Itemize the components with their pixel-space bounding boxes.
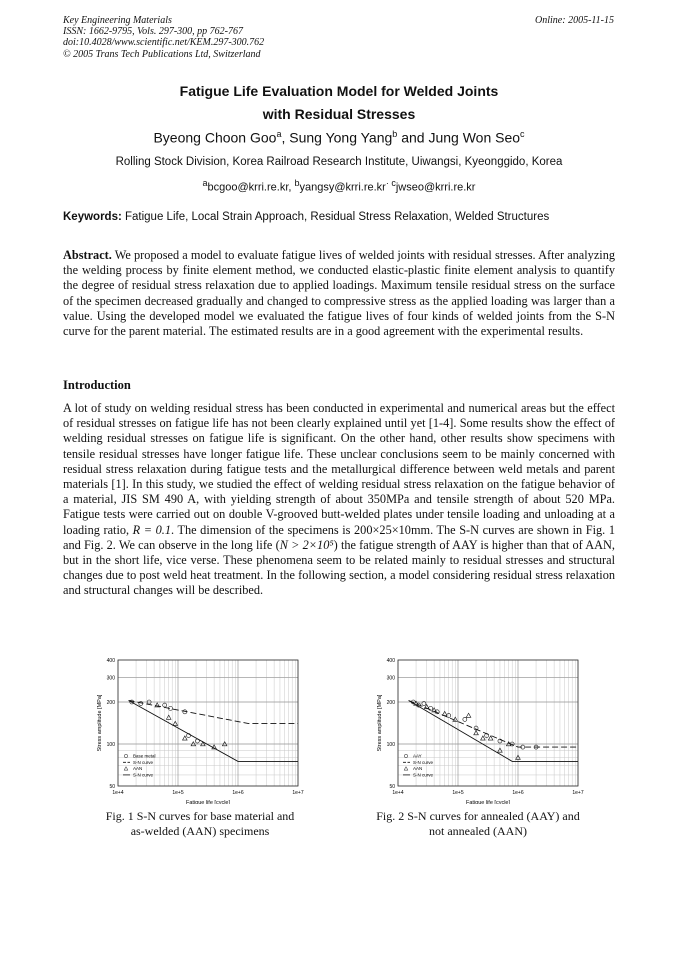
- legend-label: AAY: [413, 753, 422, 759]
- journal-name: Key Engineering Materials: [63, 15, 172, 26]
- y-tick-label: 300: [386, 675, 395, 682]
- legend-label: S-N curve: [413, 772, 434, 778]
- y-tick-label: 400: [106, 658, 115, 664]
- legend-label: S-N curve: [413, 759, 434, 765]
- author-2: , Sung Yong Yang: [281, 129, 393, 146]
- abstract: [63, 248, 615, 339]
- y-tick-label: 50: [389, 784, 395, 790]
- x-tick-label: 1e+6: [232, 790, 244, 796]
- legend-label: AAN: [133, 766, 143, 772]
- email-3: jwseo@krri.re.kr: [395, 181, 476, 194]
- y-tick-label: 200: [386, 700, 395, 706]
- abstract-label: Abstract.: [63, 248, 112, 262]
- email-list: [63, 178, 615, 194]
- legend-label: S-N curve: [133, 772, 154, 778]
- math-loading-ratio: R = 0.1: [132, 522, 172, 537]
- author-1-mark: a: [276, 129, 282, 139]
- data-point-triangle: [183, 736, 188, 740]
- plot-frame: [118, 660, 298, 786]
- x-tick-label: 1e+4: [392, 790, 404, 796]
- x-tick-label: 1e+5: [452, 790, 464, 796]
- figure-2-chart: [370, 654, 600, 804]
- figure-1-caption-line-1: Fig. 1 S-N curves for base material and: [105, 809, 295, 823]
- issn-line: ISSN: 1662-9795, Vols. 297-300, pp 762-767: [63, 26, 243, 38]
- figure-1-chart: [90, 654, 320, 804]
- y-tick-label: 100: [386, 742, 395, 748]
- y-axis-label: Stress amplitude [MPa]: [377, 694, 383, 752]
- data-point-triangle: [466, 713, 471, 717]
- x-tick-label: 1e+4: [112, 790, 124, 796]
- x-tick-label: 1e+6: [512, 790, 524, 796]
- email-3-mark: · c: [385, 178, 396, 188]
- y-tick-label: 200: [106, 700, 115, 706]
- journal-header: [63, 15, 264, 60]
- email-1: bcgoo@krri.re.kr,: [207, 181, 295, 194]
- affiliation: Rolling Stock Division, Korea Railroad Research Institute, Uiwangsi, Kyeonggido, Korea: [115, 156, 563, 168]
- paper-title-line-1: Fatigue Life Evaluation Model for Welded Joints: [179, 83, 499, 99]
- intro-text-2: . The dimension of the specimens is 200×25×10mm. The S-N curves are shown in Fig. 1 and Fig. 2. We can observe in the long life (: [63, 522, 615, 552]
- figure-2-caption-line-1: Fig. 2 S-N curves for annealed (AAY) and: [376, 809, 580, 823]
- copyright-line: © 2005 Trans Tech Publications Ltd, Switzerland: [63, 48, 261, 60]
- intro-text-1: A lot of study on welding residual stress has been conducted in experimental and numerical areas but the effect of residual stresses on fatigue life has not been clearly explained until yet [1-4]. Some results show the effect of welding residual stresses on fatigue life is significant. On the other hand, other results show specimens with tensile residual stresses have longer fatigue life. These unclear conclusions seem to be mainly concerned with residual stress relaxation during fatigue tests and the metallurgical difference between weld metals and parent materials [1]. In this study, we studied the effect of welding residual stress relaxation on the fatigue behavior of a material, JIS SM 490 A, with yielding strength of about 350MPa and tensile strength of about 520 MPa. Fatigue tests were carried out on double V-grooved butt-welded plates under tensile loading and unloading at a loading ratio,: [63, 401, 615, 537]
- figure-1-caption-line-2: as-welded (AAN) specimens: [130, 824, 270, 838]
- data-point-triangle: [481, 736, 486, 740]
- keywords-text: Fatigue Life, Local Strain Approach, Residual Stress Relaxation, Welded Structures: [121, 211, 550, 223]
- figure-2-caption-line-2: not annealed (AAN): [429, 824, 527, 838]
- email-2-mark: b: [294, 178, 300, 188]
- introduction-paragraph: [63, 401, 615, 599]
- y-axis-label: Stress amplitude [MPa]: [97, 694, 103, 752]
- online-date: Online: 2005-11-15: [535, 15, 614, 26]
- x-axis-label: Fatigue life [cycle]: [185, 800, 231, 804]
- author-3-mark: c: [520, 129, 525, 139]
- legend-circle-swatch: [124, 754, 127, 757]
- x-tick-label: 1e+5: [172, 790, 184, 796]
- legend-triangle-swatch: [404, 767, 408, 770]
- author-1: Byeong Choon Goo: [153, 129, 277, 146]
- legend-label: Base metal: [133, 753, 156, 759]
- y-tick-label: 300: [106, 675, 115, 682]
- chart-svg: [370, 654, 600, 804]
- keywords-label: Keywords:: [63, 211, 122, 223]
- y-tick-label: 50: [109, 784, 115, 790]
- email-2: yangsy@krri.re.kr: [299, 181, 386, 194]
- author-2-mark: b: [392, 129, 398, 139]
- author-list: [63, 129, 615, 146]
- author-3: and Jung Won Seo: [397, 129, 521, 146]
- figure-1-caption: [80, 809, 320, 839]
- x-tick-label: 1e+7: [292, 790, 304, 796]
- legend-label: AAN: [413, 766, 423, 772]
- x-tick-label: 1e+7: [572, 790, 584, 796]
- legend-triangle-swatch: [124, 767, 128, 770]
- doi-line: doi:10.4028/www.scientific.net/KEM.297-300.762: [63, 37, 265, 49]
- figure-2-caption: [358, 809, 598, 839]
- x-axis-label: Fatigue life [cycle]: [465, 800, 511, 804]
- intro-text-3: ) the fatigue strength of AAY is higher than that of AAN, but in the short life, vice verse. These phenomena seem to be related mainly to residual stresses and structural changes due to post weld heat treatment. In the following section, a model considering residual stress relaxation and structural changes will be described.: [63, 537, 615, 598]
- introduction-heading: Introduction: [63, 378, 131, 392]
- y-tick-label: 100: [106, 742, 115, 748]
- paper-title-line-2: with Residual Stresses: [262, 106, 416, 122]
- keywords: [63, 211, 615, 223]
- abstract-text: We proposed a model to evaluate fatigue lives of welded joints with residual stresses. After analyzing the welding process by finite element method, we conducted elastic-plastic finite element analysis to quantify the degree of residual stress relaxation due to applied loadings. Maximum tensile residual stress on the surface of the specimen decreased gradually and changed to compressive stress as the applied loading was larger than a value. Using the developed model we evaluated the fatigue lives of four kinds of welded joints from the S-N curve for the parent material. The estimated results are in a good agreement with the experimental results.: [63, 248, 615, 339]
- chart-svg: [90, 654, 320, 804]
- legend-label: S-N curve: [133, 759, 154, 765]
- y-tick-label: 400: [386, 658, 395, 664]
- email-1-mark: a: [202, 178, 208, 188]
- legend-circle-swatch: [404, 754, 407, 757]
- data-point-circle: [463, 717, 467, 721]
- plot-frame: [398, 660, 578, 786]
- math-life-condition: N > 2×10⁵: [279, 537, 334, 552]
